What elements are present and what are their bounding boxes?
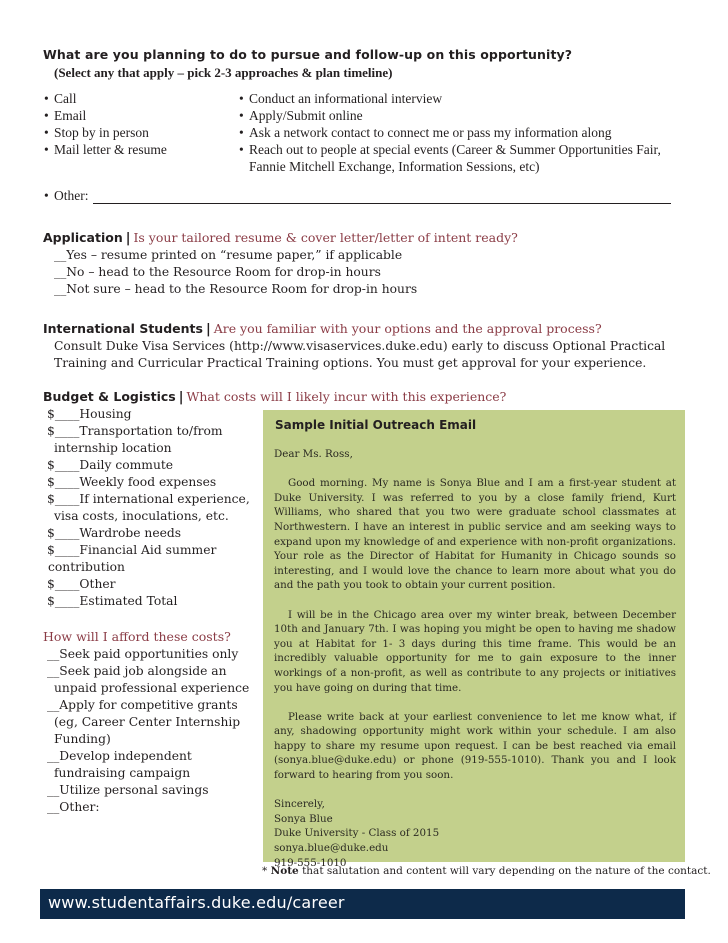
text-line: Training and Curricular Practical Training options. You must get approval for your experience. [54,356,647,370]
budget-food[interactable]: $____Weekly food expenses [47,475,217,489]
option-label: Ask a network contact to connect me or pass my information along [249,125,612,140]
afford-paid-alongside-cont: unpaid professional experience [54,681,250,695]
application-options [54,247,417,298]
email-salutation: Dear Ms. Ross, [274,448,353,460]
pursue-other [44,188,671,204]
option-label: Email [54,108,87,123]
afford-savings[interactable]: __Utilize personal savings [47,783,209,797]
option-label: Conduct an informational interview [249,91,443,106]
section-label: International Students [43,321,203,336]
sample-email-body [274,447,676,870]
option-email[interactable] [44,107,167,124]
section-question: Are you familiar with your options and the approval process? [213,321,602,336]
afford-heading: How will I afford these costs? [43,629,231,644]
email-signature-phone: 919-555-1010 [274,856,347,869]
email-paragraph: Good morning. My name is Sonya Blue and I am a first-year student at Duke University. I was referred to you by a close family friend, Kurt Williams, who shared that you two were graduate school classmates at Northwestern. I have an interest in public service and am seeking ways to expand upon my knowledge of and experience with non-profit organizations. Your role as the Director of Habitat for Humanity in Chicago sounds so interesting, and I would love the chance to learn more about what you do and the path you took to obtain your current position. [274,477,676,592]
pursue-heading: What are you planning to do to pursue and follow-up on this opportunity? [43,47,573,62]
bullet-icon: • [44,108,49,123]
section-question: What costs will I likely incur with this experience? [186,389,507,404]
budget-transportation[interactable]: $____Transportation to/from [47,424,223,438]
budget-financial-aid[interactable]: $____Financial Aid summer [47,543,217,557]
option-stop-by[interactable] [44,124,167,141]
section-label: Application [43,230,123,245]
option-yes[interactable]: __Yes – resume printed on “resume paper,” if applicable [54,248,403,262]
separator: | [125,231,131,246]
budget-housing[interactable]: $____Housing [47,407,132,421]
email-signature-name: Sonya Blue [274,812,333,825]
note-text: that salutation and content will vary depending on the nature of the contact. [298,865,711,877]
afford-paid-alongside[interactable]: __Seek paid job alongside an [47,664,227,678]
footer-url-link[interactable]: www.studentaffairs.duke.edu/career [48,893,345,912]
email-paragraph: I will be in the Chicago area over my winter break, between December 10th and January 7th. I was hoping you might be open to having me shadow you at Habitat for 1- 3 days during this time frame. This would be an incredibly valuable opportunity for me to gain exposure to the inner workings of a non-profit, as well as contribute to any projects or initiatives you have going on during that time. [274,608,676,694]
email-closing: Sincerely, [274,798,325,811]
bullet-icon: • [44,188,49,203]
option-not-sure[interactable]: __Not sure – head to the Resource Room for drop-in hours [54,282,418,296]
option-label: Apply/Submit online [249,108,363,123]
budget-transportation-cont: internship location [54,441,172,455]
application-heading [43,230,518,246]
email-signature-email: sonya.blue@duke.edu [274,842,389,855]
sample-email-box [263,410,685,869]
budget-wardrobe[interactable]: $____Wardrobe needs [47,526,182,540]
separator: | [205,322,211,337]
option-mail-letter[interactable] [44,141,167,158]
budget-items [47,406,262,610]
afford-options [47,646,262,816]
bullet-icon: • [44,142,49,157]
afford-other[interactable]: __Other: [47,800,100,814]
afford-grants[interactable]: __Apply for competitive grants [47,698,238,712]
budget-international[interactable]: $____If international experience, [47,492,250,506]
option-label: Fannie Mitchell Exchange, Information Sessions, etc) [249,159,540,174]
bullet-icon: • [239,108,244,123]
footer-banner [40,889,685,919]
pursue-options-left [44,90,167,158]
email-signature-affiliation: Duke University - Class of 2015 [274,827,440,840]
international-heading [43,321,602,337]
section-question: Is your tailored resume & cover letter/letter of intent ready? [133,230,518,245]
budget-total[interactable]: $____Estimated Total [47,594,178,608]
international-text [54,338,694,372]
bullet-icon: • [44,125,49,140]
note-asterisk: * [262,865,271,877]
pursue-subheading: (Select any that apply – pick 2-3 approaches & plan timeline) [54,65,393,80]
budget-financial-aid-cont: contribution [48,560,125,574]
option-label: Call [54,91,77,106]
option-label: Stop by in person [54,125,149,140]
budget-other[interactable]: $____Other [47,577,116,591]
option-informational-interview[interactable] [239,90,699,107]
bullet-icon: • [239,142,244,157]
section-label: Budget & Logistics [43,389,176,404]
option-label: Reach out to people at special events (Career & Summer Opportunities Fair, [249,142,661,157]
option-network-contact[interactable] [239,124,699,141]
note-bold: Note [270,865,299,877]
afford-fundraising-cont: fundraising campaign [54,766,191,780]
afford-fundraising[interactable]: __Develop independent [47,749,192,763]
afford-grants-cont: (eg, Career Center Internship [54,715,241,729]
option-no[interactable]: __No – head to the Resource Room for drop-in hours [54,265,381,279]
afford-paid-only[interactable]: __Seek paid opportunities only [47,647,239,661]
bullet-icon: • [239,125,244,140]
separator: | [178,390,184,405]
bullet-icon: • [44,91,49,106]
afford-grants-cont2: Funding) [54,732,111,746]
other-input-line[interactable] [93,189,671,204]
budget-international-cont: visa costs, inoculations, etc. [54,509,229,523]
bullet-icon: • [239,91,244,106]
text-line: Consult Duke Visa Services (http://www.visaservices.duke.edu) early to discuss Optional Practical [54,339,666,353]
budget-heading [43,389,506,405]
sample-email-title: Sample Initial Outreach Email [275,418,477,432]
option-label: Mail letter & resume [54,142,167,157]
option-special-events-cont [239,158,699,175]
email-note [262,865,711,877]
email-paragraph: Please write back at your earliest convenience to let me know what, if any, shadowing opportunity might work within your schedule. I am also happy to share my resume upon request. I can be best reached via email (sonya.blue@duke.edu) or phone (919-555-1010). Thank you and I look forward to hearing from you soon. [274,710,676,782]
pursue-options-right [239,90,699,175]
option-call[interactable] [44,90,167,107]
option-apply-online[interactable] [239,107,699,124]
other-label: Other: [54,188,89,203]
option-special-events[interactable] [239,141,699,158]
budget-daily-commute[interactable]: $____Daily commute [47,458,174,472]
